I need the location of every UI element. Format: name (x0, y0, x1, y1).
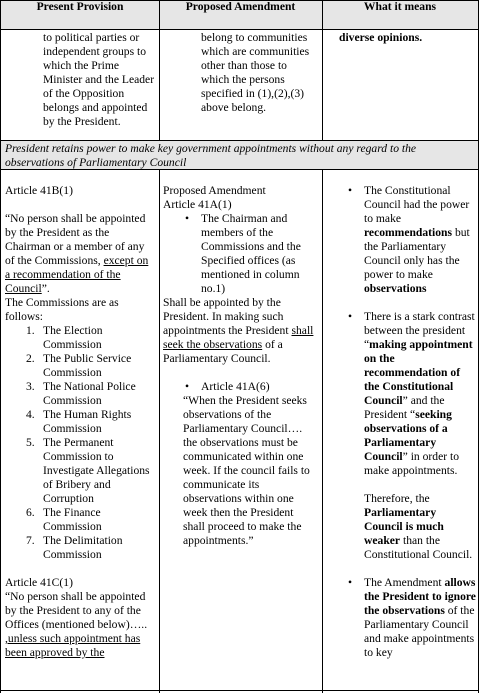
bottom-border (1, 690, 478, 691)
bullet-icon: • (348, 576, 353, 589)
list-item: • The Constitutional Council had the power to make recommendations but the Parliamentary Council only has the power to make observations (348, 184, 470, 295)
list-item: • Article 41A(6) (185, 380, 270, 393)
header-col-proposed (159, 0, 322, 14)
proposed-paragraph: Shall be appointed by the President. In making such appointments the President shall seek the observations of a Parliamentary Council. (163, 296, 314, 365)
proposed-underlined: shall seek the observations (163, 324, 314, 351)
list-item: • The Chairman and members of the Commissions and the Specified offices (as mentioned in column no.1) (185, 212, 301, 295)
article-41b-title: Article 41B(1) (5, 184, 73, 197)
article-41b-underlined: except on a recommendation of the Council (5, 254, 149, 295)
summary-banner (1, 140, 478, 170)
bullet-icon: • (185, 212, 190, 225)
header-meaning-label: What it means (363, 0, 437, 13)
article-41c-quote: “No person shall be appointed by the President to any of the Offices (mentioned below)….. ,unless such appointment has been approved by the (5, 590, 148, 659)
header-present-label: Present Provision (36, 0, 124, 13)
top-row-present (5, 31, 155, 129)
commissions-list (5, 324, 155, 562)
summary-banner-text: President retains power to make key government appointments without any regard to the observations of Parliamentary Council (5, 142, 417, 169)
article-41c-title: Article 41C(1) (5, 576, 73, 589)
list-item: 2. The Public Service Commission (26, 352, 132, 379)
article-41c-underlined: ,unless such appointment has been approved by the (5, 632, 141, 659)
header-proposed-label: Proposed Amendment (185, 0, 296, 13)
meaning-cell (326, 184, 476, 660)
column-divider (322, 0, 323, 140)
column-divider (159, 0, 160, 140)
list-item: • The Amendment allows the President to ignore the observations of the Parliamentary Council and make appointments to key (348, 576, 476, 659)
commissions-intro: The Commissions are as follows: (5, 296, 119, 323)
present-provision-cell (5, 184, 155, 660)
list-item: 7. The Delimitation Commission (26, 534, 123, 561)
bullet-icon: • (348, 310, 353, 323)
top-row-proposed (163, 31, 318, 115)
article-41a6-text: “When the President seeks observations of the Parliamentary Council…. the observations must be communicated within one week. If the council fails to communicate its observations within one week then the President shall proceed to make the appointments.” (183, 394, 310, 547)
top-row-present-text: to political parties or independent groups to which the Prime Minister and the Leader of the Opposition belongs and appointed by the President. (43, 31, 155, 128)
column-divider (159, 170, 160, 693)
list-item: 4. The Human Rights Commission (26, 408, 132, 435)
article-41a1-title: Article 41A(1) (163, 198, 232, 211)
bullet-icon: • (185, 380, 190, 393)
list-item: 1. The Election Commission (26, 324, 103, 351)
top-row-proposed-text: belong to communities which are communities other than those to which the persons specified in (1),(2),(3) above belong. (201, 31, 310, 114)
therefore-paragraph: Therefore, the Parliamentary Council is much weaker than the Constitutional Council. (364, 492, 473, 561)
top-row-meaning (326, 31, 476, 45)
list-item: 6. The Finance Commission (26, 506, 102, 533)
list-item: 5. The Permanent Commission to Investigate Allegations of Bribery and Corruption (26, 436, 150, 505)
top-row-meaning-text: diverse opinions. (339, 31, 423, 44)
proposed-amendment-cell (163, 184, 318, 548)
bullet-icon: • (348, 184, 353, 197)
list-item: 3. The National Police Commission (26, 380, 136, 407)
proposed-title: Proposed Amendment (163, 184, 266, 197)
article-41b-quote: “No person shall be appointed by the President as the Chairman or a member of any of the Commissions, except on a recommendation of the Council”. (5, 212, 149, 295)
list-item: • There is a stark contrast between the president “making appointment on the recommendation of the Constitutional Council” and the President “seeking observations of a Parliamentary Council” in order to make appointments. (348, 310, 475, 477)
header-col-meaning (322, 0, 478, 14)
header-col-present (1, 0, 159, 14)
column-divider (322, 170, 323, 693)
